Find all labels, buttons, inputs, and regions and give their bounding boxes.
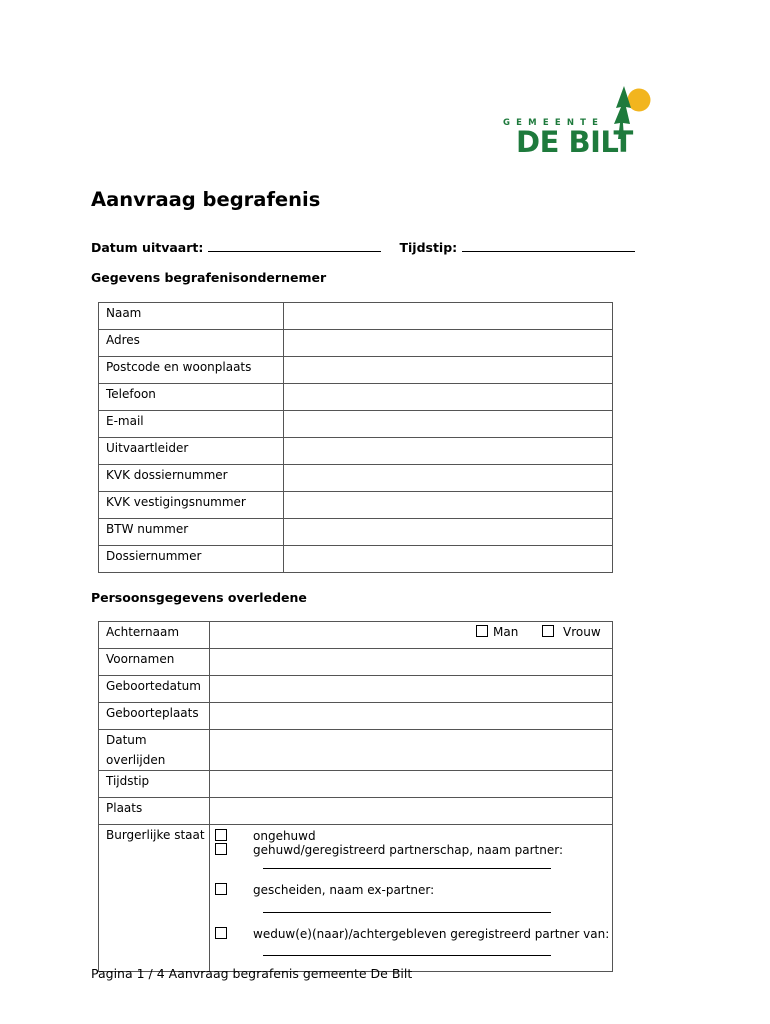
table-row [99,465,613,492]
gender-vrouw-option[interactable] [542,622,601,642]
row-label: KVK vestigingsnummer [99,492,284,519]
table-row [99,676,613,703]
row-label: Postcode en woonplaats [99,357,284,384]
row-input[interactable] [284,411,613,438]
gender-man-label: Man [493,625,519,639]
datum-uitvaart-field[interactable] [208,240,381,252]
datum-uitvaart-label: Datum uitvaart: [91,240,204,255]
gemeente-de-bilt-logo [500,84,652,160]
ex-partner-name-field[interactable] [263,912,551,913]
table-row [99,703,613,730]
row-label: Tijdstip [99,771,210,798]
table-row [99,622,613,649]
section-heading-overledene: Persoonsgegevens overledene [91,590,307,605]
row-label: Geboorteplaats [99,703,210,730]
checkbox[interactable] [215,843,227,855]
row-label: Datum overlijden [99,730,210,771]
option-label: ongehuwd [253,829,316,843]
row-input[interactable] [284,465,613,492]
option-weduwe[interactable] [215,924,609,944]
row-input[interactable] [210,703,613,730]
row-label: Adres [99,330,284,357]
row-label: Voornamen [99,649,210,676]
row-label: Achternaam [99,622,210,649]
table-row [99,649,613,676]
logo-gemeente-text: GEMEENTE [503,118,605,128]
row-label: Dossiernummer [99,546,284,573]
table-row [99,519,613,546]
option-label: gehuwd/geregistreerd partnerschap, naam partner: [253,843,564,857]
logo-de-bilt-text: DE BILT [516,125,633,159]
table-row [99,384,613,411]
row-label: Uitvaartleider [99,438,284,465]
gender-man-option[interactable] [476,622,518,642]
row-input[interactable] [284,303,613,330]
row-input[interactable] [284,357,613,384]
option-gescheiden[interactable] [215,880,434,900]
row-label: Naam [99,303,284,330]
table-row [99,730,613,771]
row-label: Plaats [99,798,210,825]
page-title: Aanvraag begrafenis [91,188,321,211]
deceased-partner-name-field[interactable] [263,955,551,956]
checkbox[interactable] [542,625,554,637]
table-row [99,303,613,330]
row-label: KVK dossiernummer [99,465,284,492]
table-row [99,411,613,438]
table-row [99,438,613,465]
row-input[interactable] [284,384,613,411]
row-input[interactable] [210,730,613,771]
page-footer: Pagina 1 / 4 Aanvraag begrafenis gemeente De Bilt [91,966,413,981]
table-row [99,546,613,573]
option-gehuwd[interactable] [215,840,563,860]
tijdstip-field[interactable] [462,240,635,252]
option-label: weduw(e)(naar)/achtergebleven geregistreerd partner van: [253,927,610,941]
tijdstip-label: Tijdstip: [399,240,458,255]
overledene-table [98,621,613,972]
row-input[interactable] [210,676,613,703]
table-row [99,330,613,357]
row-input[interactable] [284,492,613,519]
row-input[interactable] [284,438,613,465]
table-row [99,357,613,384]
burgerlijke-staat-options [210,825,613,972]
table-row [99,798,613,825]
checkbox[interactable] [215,927,227,939]
row-label: Telefoon [99,384,284,411]
row-input[interactable] [210,622,613,649]
gender-vrouw-label: Vrouw [563,625,601,639]
option-label: gescheiden, naam ex-partner: [253,883,435,897]
row-input[interactable] [284,546,613,573]
begrafenisondernemer-table [98,302,613,573]
checkbox[interactable] [476,625,488,637]
table-row [99,825,613,972]
checkbox[interactable] [215,883,227,895]
row-input[interactable] [284,330,613,357]
row-input[interactable] [210,798,613,825]
row-label: E-mail [99,411,284,438]
table-row [99,771,613,798]
section-heading-begrafenisondernemer: Gegevens begrafenisondernemer [91,270,327,285]
row-label: Geboortedatum [99,676,210,703]
burgerlijke-staat-label: Burgerlijke staat [99,825,210,972]
row-input[interactable] [210,771,613,798]
row-input[interactable] [284,519,613,546]
table-row [99,492,613,519]
date-line [91,240,635,255]
row-input[interactable] [210,649,613,676]
row-label: BTW nummer [99,519,284,546]
partner-name-field[interactable] [263,868,551,869]
